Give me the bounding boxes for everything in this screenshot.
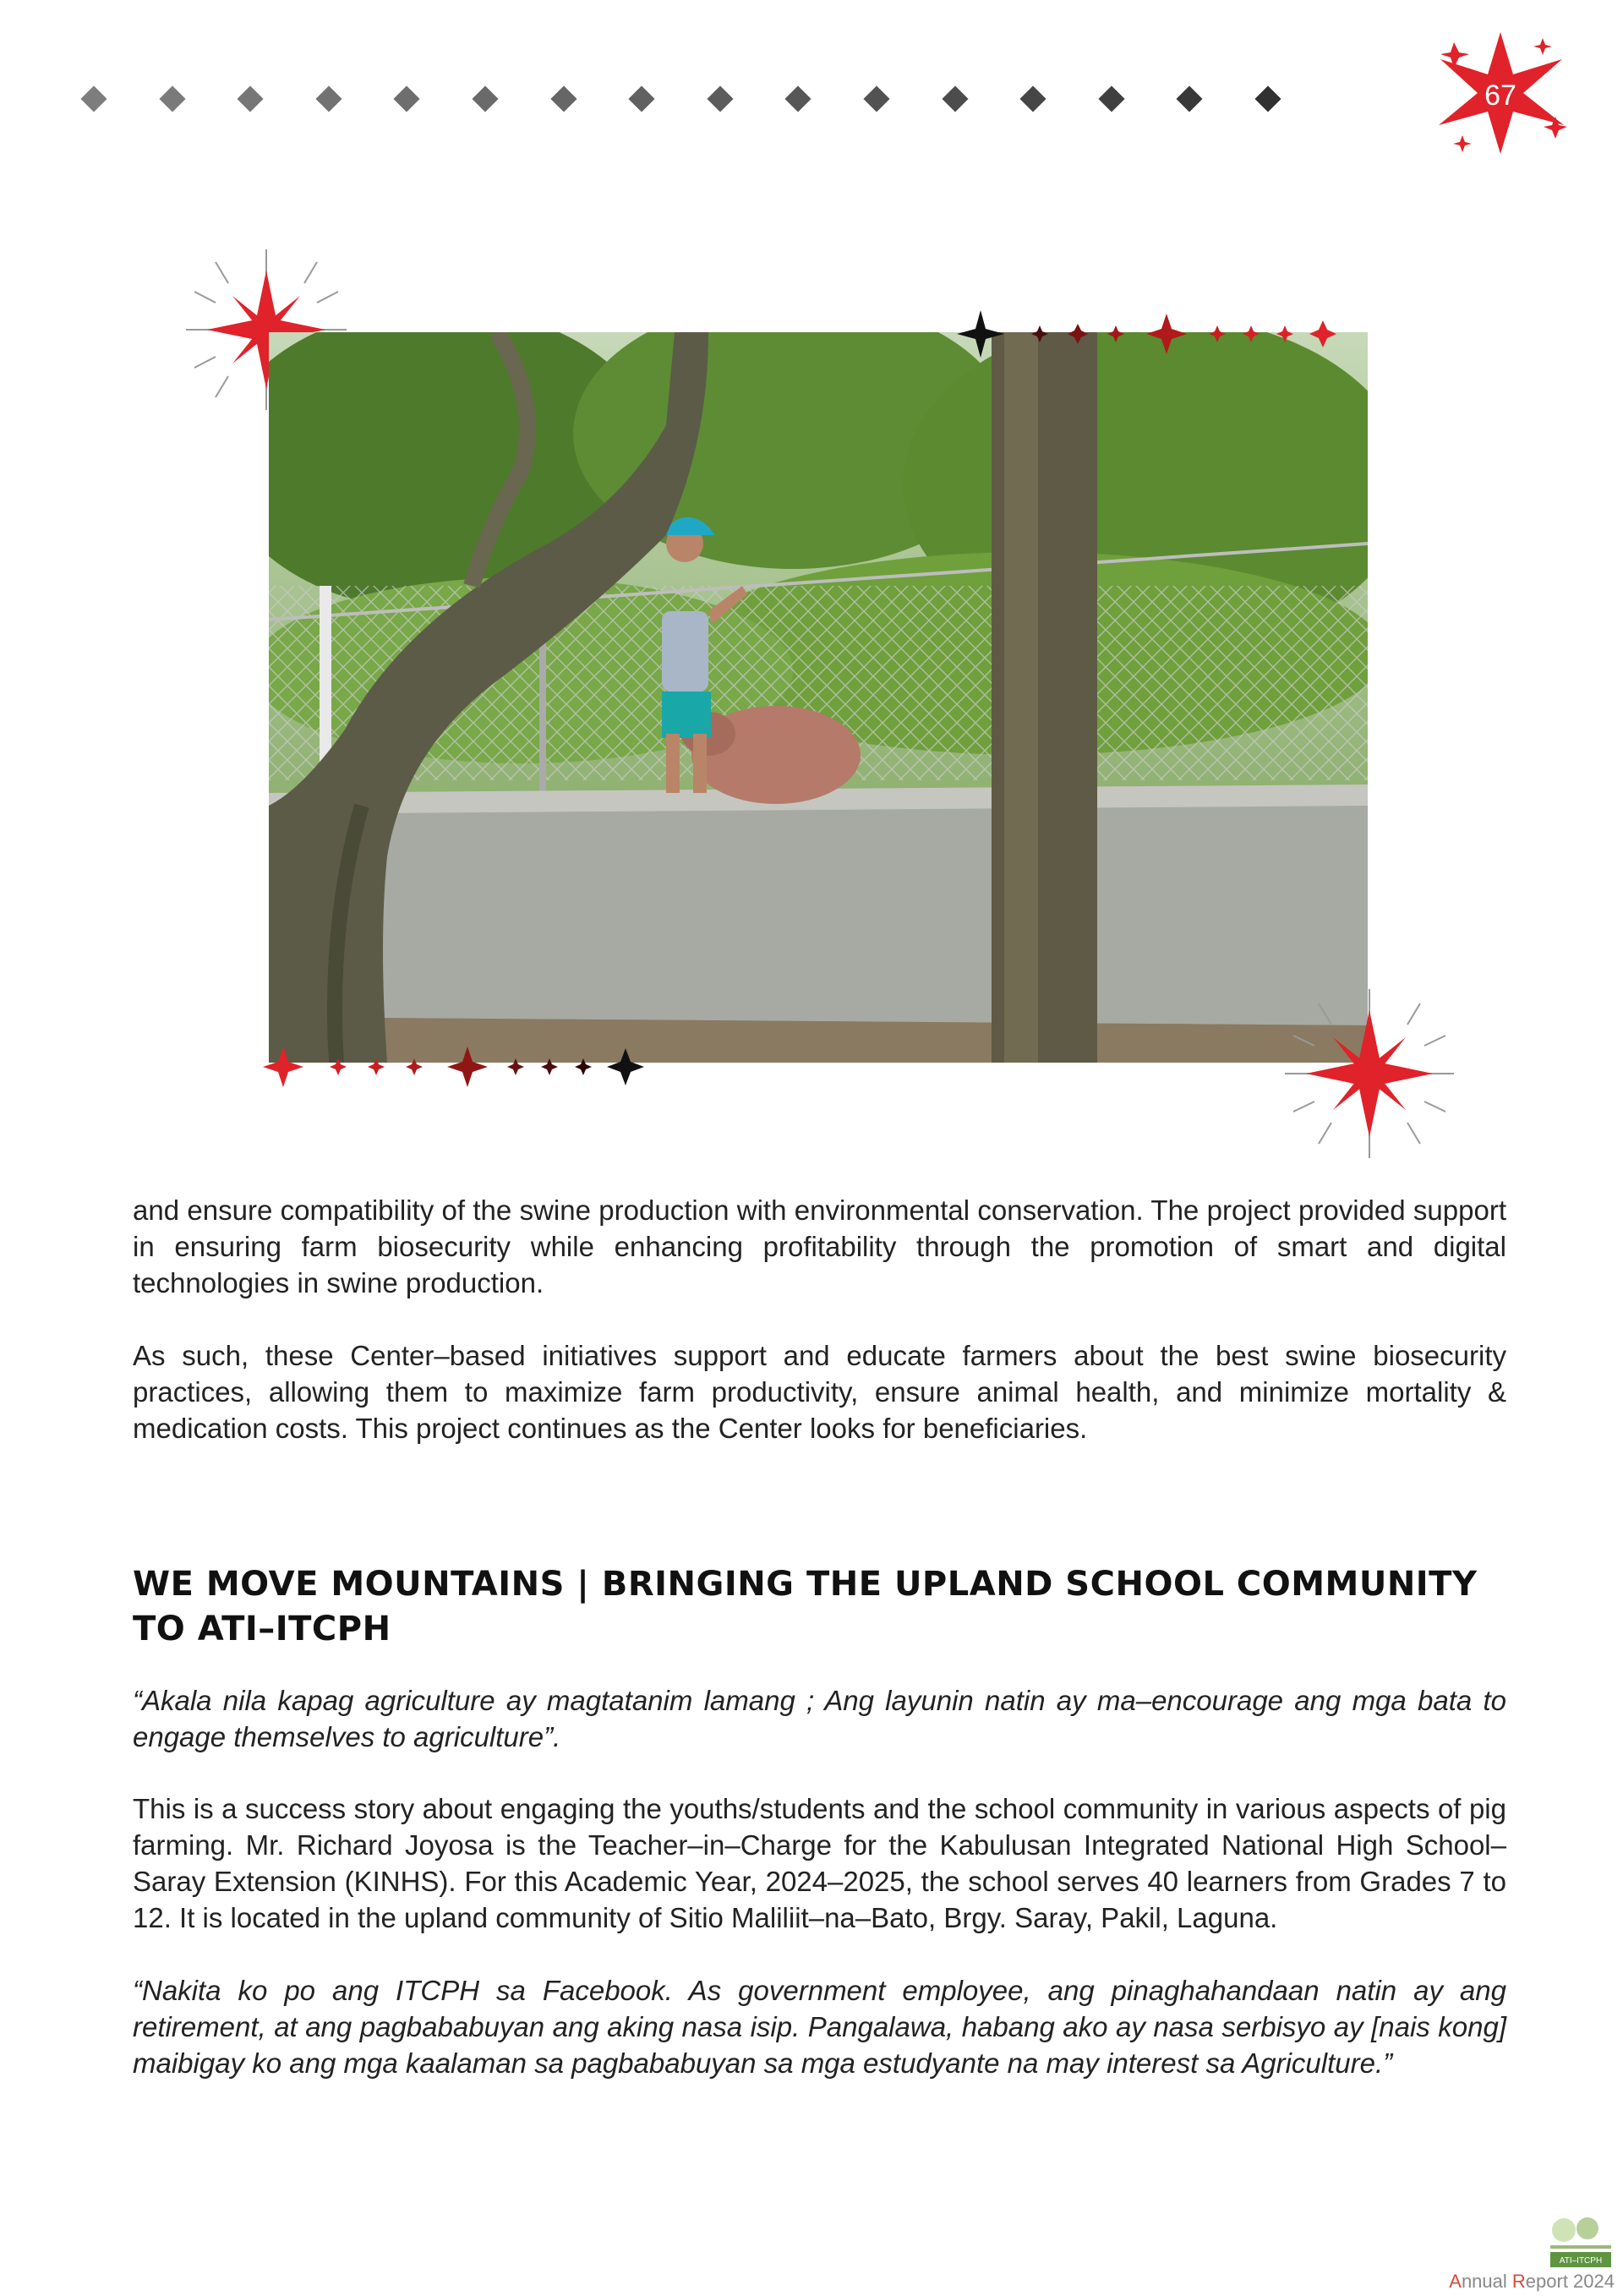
paragraph-center-initiatives: As such, these Center–based initiatives support and educate farmers about the best swine biosecurity practices, allowing them to maximize farm productivity, ensure animal health, and minimize mortality & medication costs. This project continues as the Center looks for beneficiaries. <box>133 1340 1506 1444</box>
diamond-icon <box>785 85 812 112</box>
star-strip-top-icon <box>955 309 1352 359</box>
diamond-icon <box>315 85 342 112</box>
pig-farm-photo <box>269 332 1368 1063</box>
diamond-icon <box>1020 85 1046 112</box>
diamond-icon <box>707 85 733 112</box>
header-diamond-row <box>85 85 1302 118</box>
quote-facebook: “Nakita ko po ang ITCPH sa Facebook. As government employee, ang pinaghahandaan natin ay ang retirement, at ang pagbababuyan ang aking nasa isip. Pangalawa, habang ako ay nasa serbisyo ay [nais kong] maibigay ko ang mga kaalaman sa pagbababuyan sa mga estudyante na may interest sa Agriculture.” <box>133 1975 1506 2079</box>
diamond-icon <box>550 85 577 112</box>
quote-agriculture: “Akala nila kapag agriculture ay magtatanim lamang ; Ang layunin natin ay ma–encourage ang mga bata to engage themselves to agriculture”. <box>133 1685 1506 1752</box>
diamond-icon <box>472 85 498 112</box>
diamond-icon <box>1098 85 1124 112</box>
footer-word-annual: nnual <box>1461 2271 1507 2292</box>
diamond-icon <box>394 85 420 112</box>
ati-logo-icon <box>1547 2215 1615 2269</box>
red-burst-icon <box>1281 985 1458 1162</box>
ati-itcph-logo <box>1547 2215 1615 2269</box>
diamond-icon <box>238 85 264 112</box>
footer-accent-a: A <box>1449 2271 1462 2292</box>
logo-text: ATI–ITCPH <box>1559 2256 1603 2266</box>
star-strip-bottom-icon <box>258 1041 655 1092</box>
diamond-icon <box>863 85 889 112</box>
footer-accent-r: R <box>1511 2271 1526 2292</box>
diamond-icon <box>942 85 968 112</box>
page-number: 67 <box>1484 79 1516 112</box>
diamond-icon <box>159 85 185 112</box>
diamond-icon <box>1254 85 1281 112</box>
photo-pig-farm-icon <box>269 332 1368 1063</box>
section-heading: WE MOVE MOUNTAINS | BRINGING THE UPLAND SCHOOL COMMUNITY TO ATI–ITCPH <box>133 1565 1478 1648</box>
footer-word-report: eport 2024 <box>1525 2271 1615 2292</box>
diamond-icon <box>629 85 655 112</box>
diamond-icon <box>80 85 107 112</box>
paragraph-swine-biosecurity: and ensure compatibility of the swine production with environmental conservation. The project provided support in ensuring farm biosecurity while enhancing profitability through the promotion of smart and digital technologies in swine production. <box>133 1194 1506 1298</box>
diamond-icon <box>1177 85 1203 112</box>
paragraph-success-story: This is a success story about engaging the youths/students and the school community in various aspects of pig farming. Mr. Richard Joyosa is the Teacher–in–Charge for the Kabulusan Integrated National High School– Saray Extension (KINHS). For this Academic Year, 2024–2025, the school serves 40 learners from Grades 7 to 12. It is located in the upland community of Sitio Maliliit–na–Bato, Brgy. Saray, Pakil, Laguna. <box>133 1793 1506 1933</box>
page-number-badge <box>1429 25 1572 161</box>
footer-annual-report <box>1449 2271 1615 2293</box>
